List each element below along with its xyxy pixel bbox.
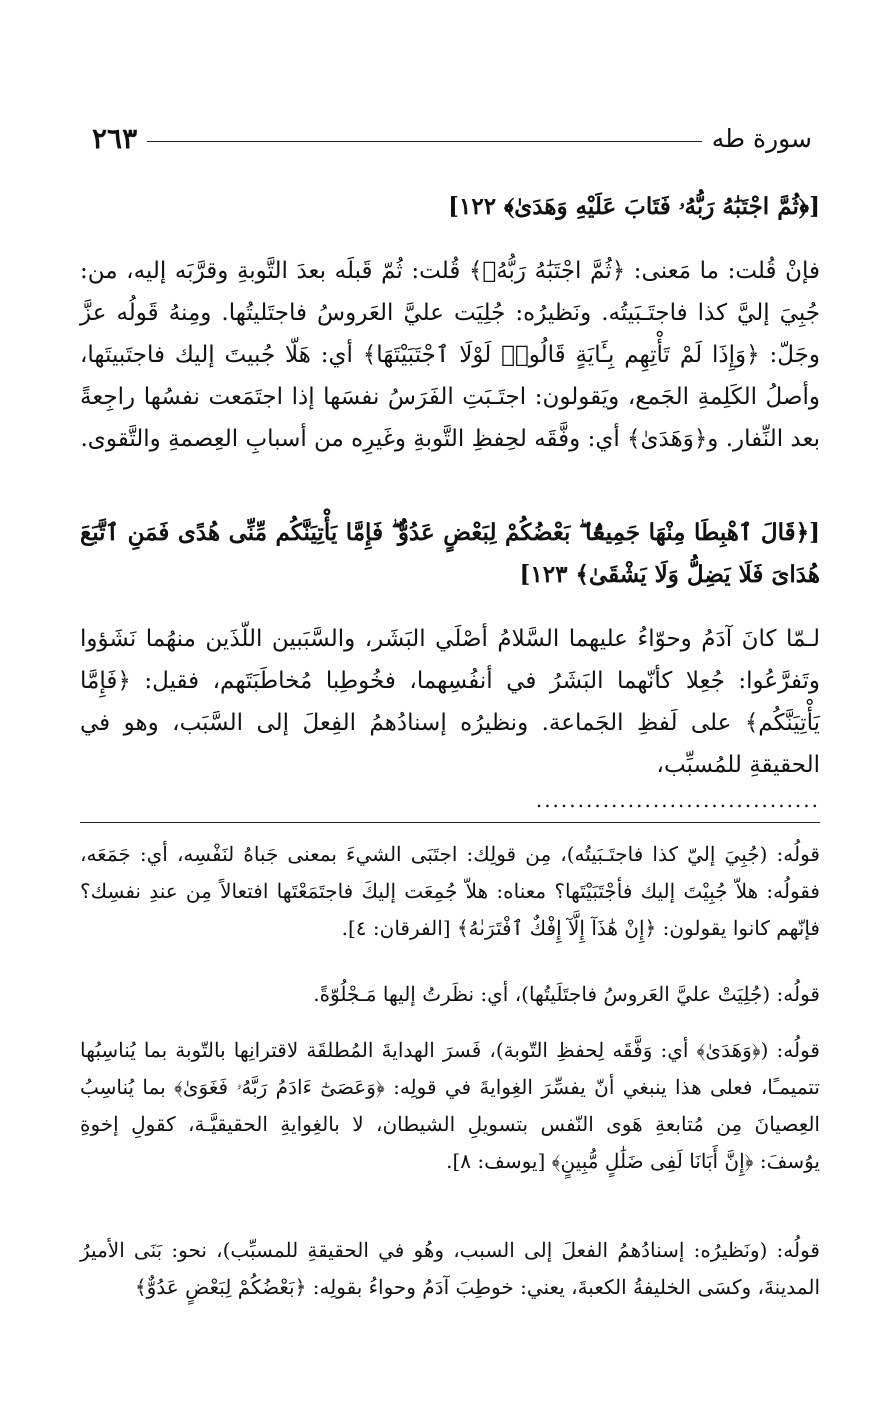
header-rule	[147, 141, 702, 142]
footnote-3: قولُه: (﴿وَهَدَىٰ﴾ أي: وَفَّقَه لِحفظِ التّوبة)، فَسرَ الهدايةَ المُطلقَة لاقترانِها بالتّوبة بما يُناسِبُها تتميمـًا، فعلى هذا ينبغي أنّ يفسِّرَ الغِوايةَ في قولِه: ﴿وَعَصَىٰٓ ءَادَمُ رَبَّهُۥ فَغَوَىٰ﴾ بما يُناسِبُ العِصيانَ مِن مُتابعةِ هَوى النّفس بتسويلِ الشيطان، لا بالغِوايةِ الحقيقيَّـة، كقولِ إخوةِ يوُسفَ: ﴿إِنَّ أَبَانَا لَفِى ضَلَٰلٍ مُّبِينٍ﴾ [يوسف: ٨].	[80, 1038, 820, 1173]
footnote-separator	[80, 822, 820, 823]
surah-title: سورة طه	[711, 123, 812, 153]
footnote-2: قولُه: (جُلِيَتْ عليَّ العَروسُ فاجتَلَيتُها)، أي: نظَرتُ إليها مَـجْلُوّةً.	[313, 982, 820, 1006]
footnote-4: قولُه: (ونَظيرُه: إسنادُهمُ الفعلَ إلى السبب، وهُو في الحقيقةِ للمسبِّب)، نحو: بَنَى الأميرُ المدينةَ، وكسَى الخليفةُ الكعبةَ، يعني: خوطِبَ آدَمُ وحواءُ بقولِه: ﴿بَعْضُكُمْ لِبَعْضٍ عَدُوٌّ﴾	[80, 1238, 820, 1299]
page-number: ٢٦٣	[92, 121, 138, 155]
footnote-1: قولُه: (جُبِيَ إليّ كذا فاجتَـبَيتُه)، مِن قولِك: اجتَبَى الشيءَ بمعنى جَباهُ لنَفْسِه، أي: جَمَعَه، فقولُه: هلاّ جُبِيْتَ إليك فأجْتَبَيْتَها؟ معناه: هلاّ جُمِعَت إليكَ فاجتَمَعْتَها افتعالاً مِن عندِ نفسِك؟ فإنّهم كانوا يقولون: ﴿إِنْ هَٰذَآ إِلَّآ إِفْكٌ ٱفْتَرَىٰهُ﴾ [الفرقان: ٤].	[80, 842, 820, 940]
commentary-paragraph-1: فإنْ قُلت: ما مَعنى: ﴿ثُمَّ اجْتَبَٰهُ رَبُّهُۥ﴾ قُلت: ثُمّ قَبلَه بعدَ التَّوبةِ وقرَّبَه إليه، من: جُبِيَ إليَّ كذا فاجتَـبَيتُه. ونَظيرُه: جُلِيَت عليَّ العَروسُ فاجتَليتُها. ومِنهُ قَولُه عزَّ وجَلّ: ﴿وَإِذَا لَمْ تَأْتِهِم بِـَٔايَةٍ قَالُوا۟ لَوْلَا ٱجْتَبَيْتَهَا﴾ أي: هَلّا جُبيتَ إليك فاجتَبيتَها، وأصلُ الكَلِمةِ الجَمع، ويَقولون: اجتَـبَتِ الفَرَسُ نفسَها إذا اجتَمَعت نفسُها راجِعةً بعد النِّفار. و﴿وَهَدَىٰ﴾ أي: وفَّقَه لحِفظِ التَّوبةِ وغَيرِه من أسبابِ العِصمةِ والتَّقوى.	[80, 258, 820, 452]
verse-123: [﴿قَالَ ٱهْبِطَا مِنْهَا جَمِيعًۢا ۖ بَعْضُكُمْ لِبَعْضٍ عَدُوٌّ ۖ فَإِمَّا يَأْتِيَنَّكُم مِّنِّى هُدًى فَمَنِ ٱتَّبَعَ هُدَاىَ فَلَا يَضِلُّ وَلَا يَشْقَىٰ﴾ ١٢٣]	[80, 519, 820, 588]
verse-122: [﴿ثُمَّ اجْتَبَٰهُ رَبُّهُۥ فَتَابَ عَلَيْهِ وَهَدَىٰ﴾ ١٢٢]	[448, 193, 820, 220]
commentary-paragraph-2: لـمّا كانَ آدَمُ وحوّاءُ عليهما السَّلامُ أصْلَي البَشَر، والسَّبَبين اللّذَين منهُما نَشَؤوا وتَفرَّعُوا: جُعِلا كأنّهما البَشَرُ في أنفُسِهما، فخُوطِبا مُخاطَبَتَهم، فقيل: ﴿فَإِمَّا يَأْتِيَنَّكُم﴾ على لَفظِ الجَماعة. ونظيرُه إسنادُهمُ الفِعلَ إلى السَّبَب، وهو في الحقيقةِ للمُسبِّب،	[80, 626, 820, 778]
page-header	[92, 118, 812, 158]
continuation-dots: ..................................	[535, 788, 820, 812]
